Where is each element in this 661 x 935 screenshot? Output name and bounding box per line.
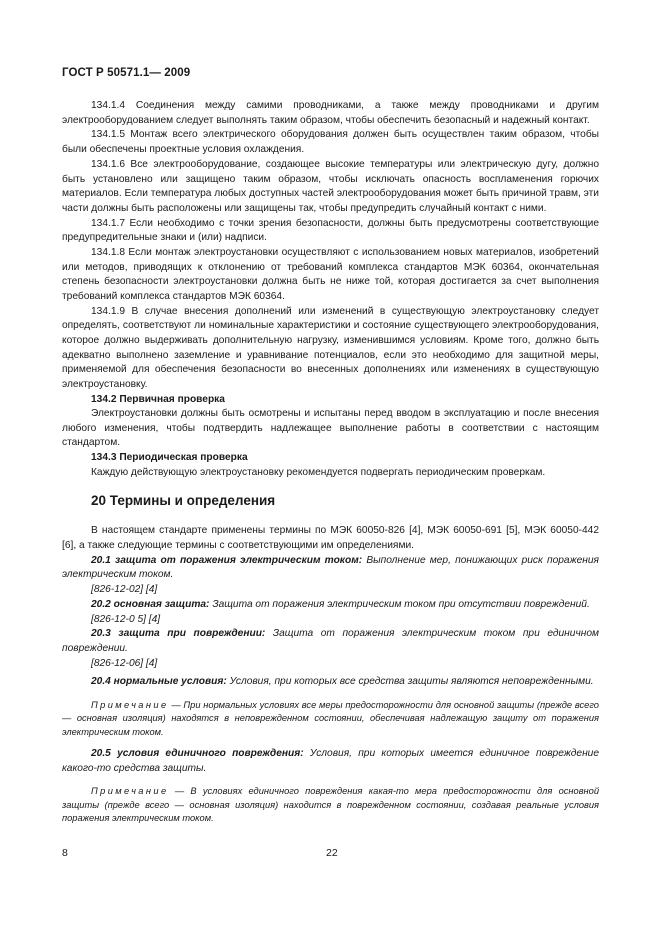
note-1-text: — При нормальных условиях все меры предосторожности для основной защиты (прежде всего — основная изоляция) находятся в неповрежденном состоянии, обеспечивая надлежащую защиту от поражения электрическим током. <box>62 699 599 737</box>
term-20-2-definition: Защита от поражения электрическим током при отсутствии повреждений. <box>212 598 590 610</box>
heading-134-3: 134.3 Периодическая проверка <box>91 452 248 464</box>
term-20-5-name: 20.5 условия единичного повреждения: <box>91 748 304 760</box>
term-20-1-name: 20.1 защита от поражения электрическим током: <box>91 554 363 566</box>
paragraph-134-1-5: 134.1.5 Монтаж всего электрического оборудования должен быть осуществлен таким образом, чтобы были обеспечены проектные условия охлаждения. <box>62 129 599 156</box>
paragraph-134-3: Каждую действующую электроустановку рекомендуется подвергать периодическим проверкам. <box>91 466 546 478</box>
term-20-3-reference: [826-12-06] [4] <box>91 657 158 669</box>
term-20-3 <box>62 627 599 656</box>
term-20-3-name: 20.3 защита при повреждении: <box>91 628 266 640</box>
term-20-2-reference: [826-12-0 5] [4] <box>91 613 161 625</box>
document-code: ГОСТ Р 50571.1— 2009 <box>62 67 191 79</box>
term-20-1 <box>62 554 599 583</box>
term-20-4 <box>62 675 599 690</box>
page-number-left: 8 <box>62 847 68 859</box>
term-20-4-name: 20.4 нормальные условия: <box>91 676 227 688</box>
term-20-5 <box>62 747 599 776</box>
term-20-2-name: 20.2 основная защита: <box>91 598 210 610</box>
section-20-heading: 20 Термины и определения <box>91 492 276 508</box>
section-20-intro: В настоящем стандарте применены термины по МЭК 60050-826 [4], МЭК 60050-691 [5], МЭК 60050-442 [6], а также следующие термины с соответствующими им определениями. <box>62 525 599 551</box>
term-20-2 <box>62 598 599 613</box>
paragraph-134-1-4: 134.1.4 Соединения между самими проводниками, а также между проводниками и другим электрооборудованием следует выполнять таким образом, чтобы обеспечить безопасный и надежный контакт. <box>62 100 599 126</box>
term-20-1-reference: [826-12-02] [4] <box>91 584 158 596</box>
term-20-3-definition: Защита от поражения электрическим током при единичном повреждении. <box>62 628 599 654</box>
paragraph-134-1-6: 134.1.6 Все электрооборудование, создающее высокие температуры или электрическую дугу, должно быть установлено или защищено таким образом, чтобы исключать опасность воспламенения горючих материалов. Если температура любых доступных частей электрооборудования может быть причиной травм, эти части должны быть расположены или защищены так, чтобы предупредить случайный контакт с ними. <box>62 158 599 214</box>
heading-134-2: 134.2 Первичная проверка <box>91 393 225 405</box>
term-20-4-definition: Условия, при которых все средства защиты являются неповрежденными. <box>229 676 594 688</box>
note-1 <box>62 699 599 739</box>
paragraph-134-2: Электроустановки должны быть осмотрены и испытаны перед вводом в эксплуатацию и после внесения любого изменения, чтобы подтвердить надлежащее выполнение работы в соответствии с настоящим стандартом. <box>62 408 599 449</box>
term-20-5-definition: Условия, при которых имеется единичное повреждение какого-то средства защиты. <box>62 748 600 774</box>
note-1-label: Примечание <box>91 699 169 710</box>
document-body <box>62 99 599 833</box>
page-number-center: 22 <box>326 847 338 859</box>
note-2-label: Примечание <box>91 786 169 797</box>
paragraph-134-1-7: 134.1.7 Если необходимо с точки зрения безопасности, должны быть предусмотрены соответствующие предупредительные знаки и (или) надписи. <box>62 217 599 244</box>
note-2 <box>62 785 599 825</box>
paragraph-134-1-9: 134.1.9 В случае внесения дополнений или изменений в существующую электроустановку следует определять, соответствуют ли номинальные характеристики и состояние существующего электрооборудования, которое должно выдерживать дополнительную нагрузку, изменившимся условиям. Кроме того, должно быть адекватно выполнено заземление и уравнивание потенциалов, если это необходимо для защитной меры, применяемой для обеспечения безопасности во внесенных дополнениях или изменениях в существующую электроустановку. <box>62 305 599 390</box>
note-2-text: — В условиях единичного повреждения какая-то мера предосторожности для основной защиты (прежде всего — основная изоляция) находится в поврежденном состоянии, создавая реальные условия поражения электрическим током. <box>62 786 599 824</box>
term-20-1-definition: Выполнение мер, понижающих риск поражения электрическим током. <box>62 554 599 581</box>
paragraph-134-1-8: 134.1.8 Если монтаж электроустановки осуществляют с использованием новых материалов, изобретений или методов, приводящих к отклонению от требований комплекса стандартов МЭК 60364, окончательная степень безопасности электроустановки должна быть не ниже той, которая достигается за счет выполнения требований комплекса стандартов МЭК 60364. <box>62 247 599 302</box>
